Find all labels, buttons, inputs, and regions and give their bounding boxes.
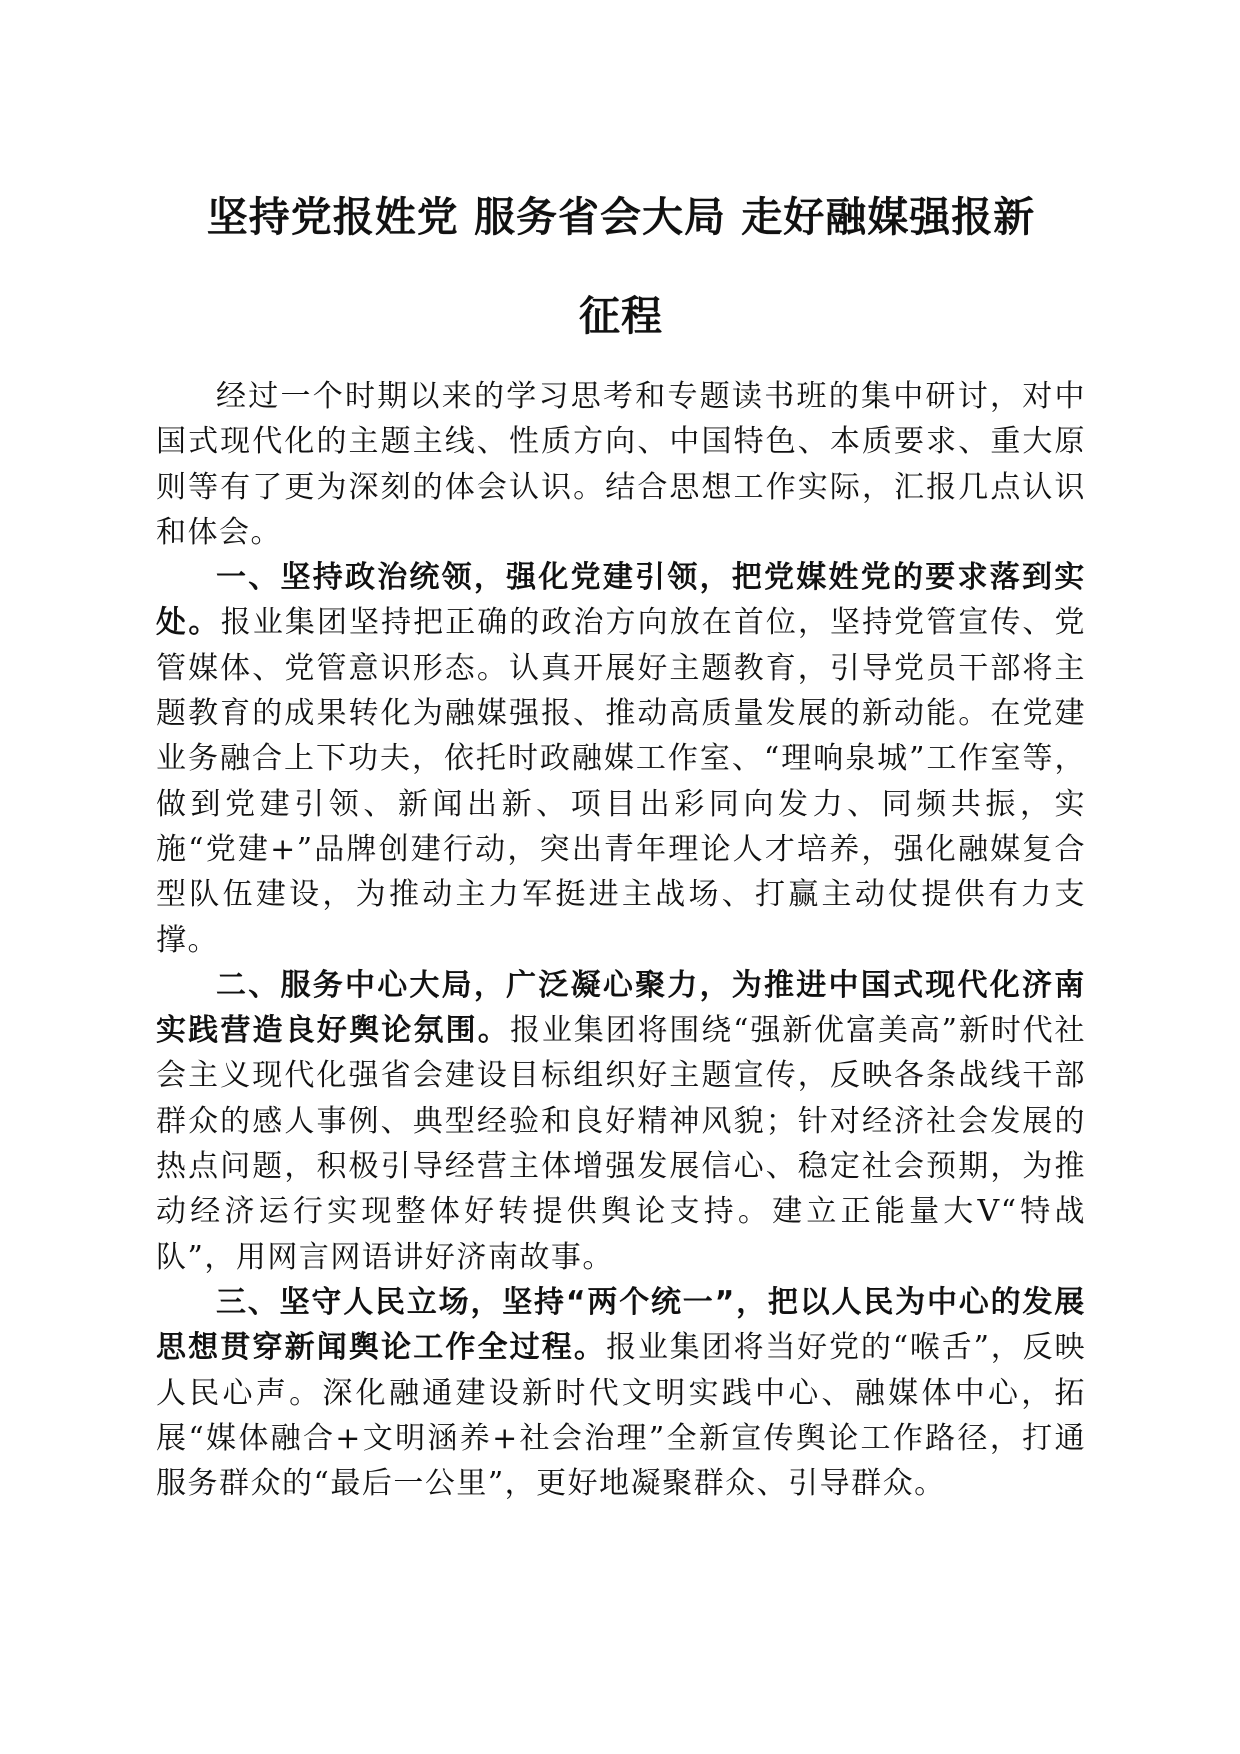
- section-3-paragraph: [156, 1280, 1086, 1506]
- document-page: [156, 168, 1086, 1506]
- title-line-2: 征程: [579, 292, 663, 340]
- document-body: [156, 374, 1086, 1506]
- title-line-1: 坚持党报姓党 服务省会大局 走好融媒强报新: [206, 193, 1036, 241]
- section-2-text: 报业集团将围绕“强新优富美高”新时代社会主义现代化强省会建设目标组织好主题宣传，反映各条战线干部群众的感人事例、典型经验和良好精神风貌；针对经济社会发展的热点问题，积极引导经营主体增强发展信心、稳定社会预期，为推动经济运行实现整体好转提供舆论支持。建立正能量大V“特战队”，用网言网语讲好济南故事。: [156, 1013, 1086, 1275]
- section-1-paragraph: [156, 555, 1086, 963]
- section-2-heading: 二、服务中心大局，广泛凝心聚力，为推进中国式现代化济南实践营造良好舆论氛围。: [156, 967, 1086, 1049]
- intro-paragraph: 经过一个时期以来的学习思考和专题读书班的集中研讨，对中国式现代化的主题主线、性质方向、中国特色、本质要求、重大原则等有了更为深刻的体会认识。结合思想工作实际，汇报几点认识和体会。: [156, 379, 1086, 550]
- document-title: [156, 168, 1086, 366]
- section-3-heading: 三、坚守人民立场，坚持“两个统一”，把以人民为中心的发展思想贯穿新闻舆论工作全过程。: [156, 1284, 1086, 1366]
- section-1-text: 报业集团坚持把正确的政治方向放在首位，坚持党管宣传、党管媒体、党管意识形态。认真开展好主题教育，引导党员干部将主题教育的成果转化为融媒强报、推动高质量发展的新动能。在党建业务融合上下功夫，依托时政融媒工作室、“理响泉城”工作室等，做到党建引领、新闻出新、项目出彩同向发力、同频共振，实施“党建+”品牌创建行动，突出青年理论人才培养，强化融媒复合型队伍建设，为推动主力军挺进主战场、打赢主动仗提供有力支撑。: [156, 605, 1087, 958]
- section-2-paragraph: [156, 963, 1086, 1280]
- section-1-heading: 一、坚持政治统领，强化党建引领，把党媒姓党的要求落到实处。: [156, 560, 1086, 641]
- section-3-text: 报业集团将当好党的“喉舌”，反映人民心声。深化融通建设新时代文明实践中心、融媒体中心，拓展“媒体融合+文明涵养+社会治理”全新宣传舆论工作路径，打通服务群众的“最后一公里”，更好地凝聚群众、引导群众。: [156, 1330, 1086, 1502]
